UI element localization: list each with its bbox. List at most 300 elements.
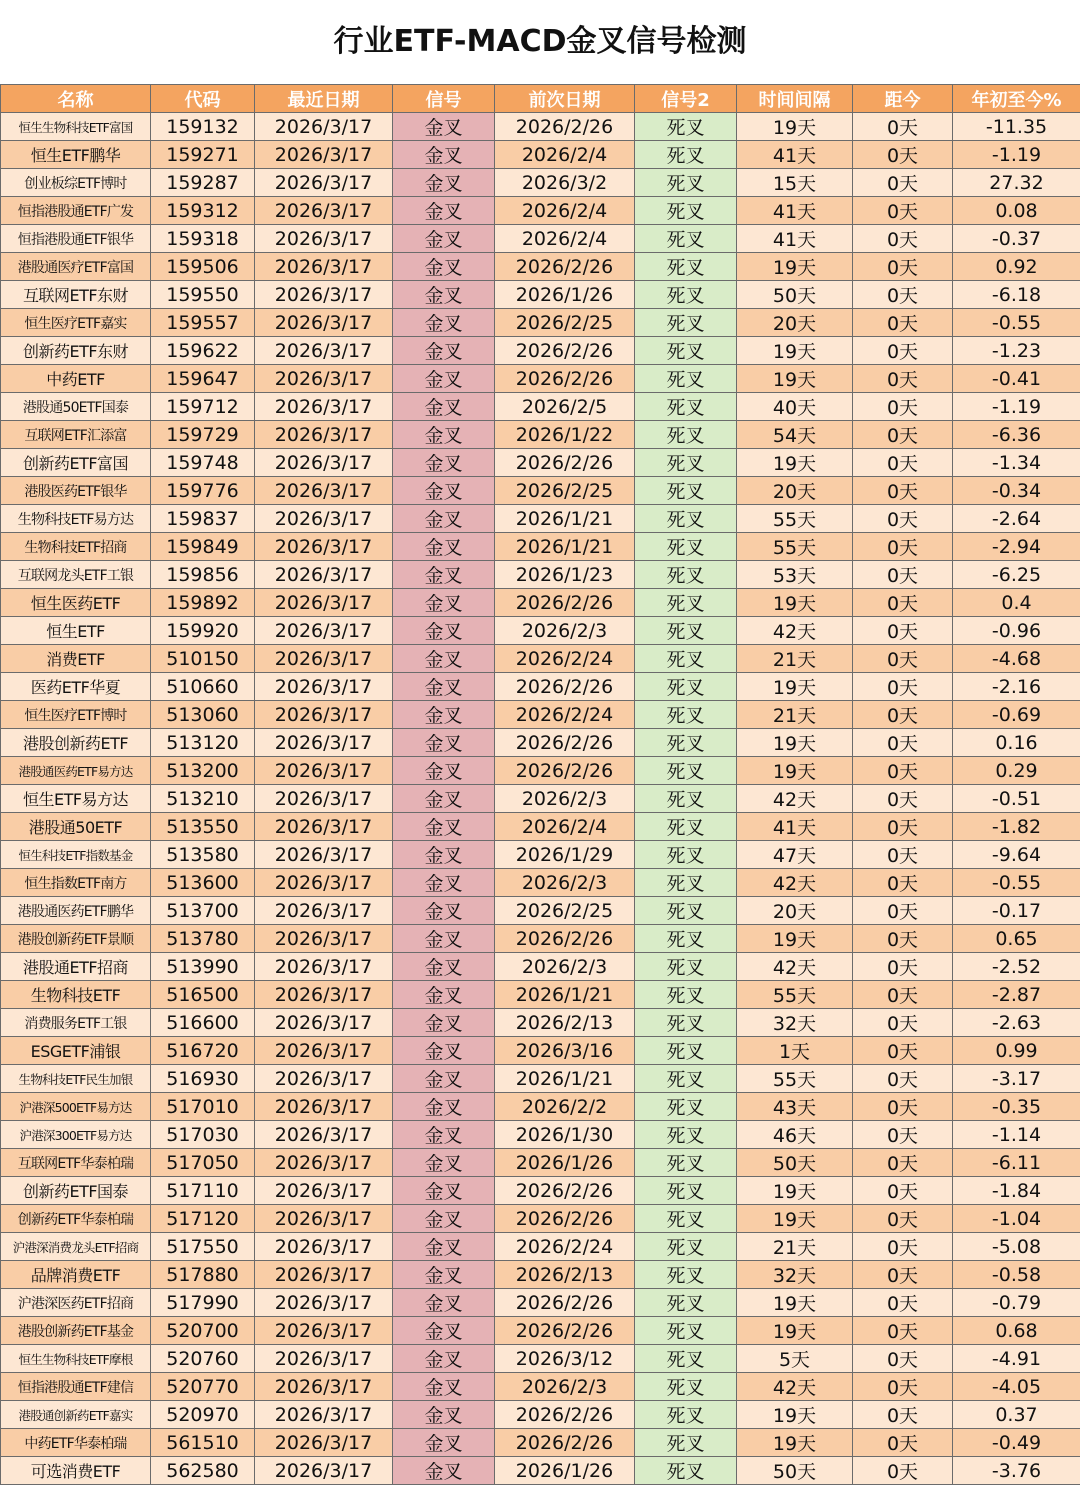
cell-previous-date: 2026/2/3	[495, 1373, 635, 1401]
cell-recent-date: 2026/3/17	[255, 1289, 393, 1317]
cell-signal: 金叉	[393, 1317, 495, 1345]
table-row	[1, 729, 1080, 757]
cell-signal2: 死叉	[635, 953, 737, 981]
cell-signal: 金叉	[393, 393, 495, 421]
cell-days-since: 0天	[853, 1037, 953, 1065]
header-days-since[interactable]: 距今	[853, 85, 953, 113]
table-row	[1, 1121, 1080, 1149]
cell-ytd-percent: -6.18	[953, 281, 1080, 309]
cell-interval: 41天	[737, 197, 853, 225]
cell-previous-date: 2026/2/3	[495, 617, 635, 645]
cell-interval: 32天	[737, 1009, 853, 1037]
cell-interval: 42天	[737, 1373, 853, 1401]
cell-name: 恒生生物科技ETF富国	[1, 113, 151, 141]
cell-name: 恒生指数ETF南方	[1, 869, 151, 897]
cell-name: 生物科技ETF易方达	[1, 505, 151, 533]
cell-recent-date: 2026/3/17	[255, 1037, 393, 1065]
table-row	[1, 673, 1080, 701]
cell-signal: 金叉	[393, 589, 495, 617]
cell-signal: 金叉	[393, 141, 495, 169]
cell-recent-date: 2026/3/17	[255, 785, 393, 813]
cell-interval: 55天	[737, 981, 853, 1009]
cell-days-since: 0天	[853, 1373, 953, 1401]
header-ytd-percent[interactable]: 年初至今%	[953, 85, 1080, 113]
cell-signal2: 死叉	[635, 169, 737, 197]
cell-days-since: 0天	[853, 1205, 953, 1233]
cell-name: 沪港深消费龙头ETF招商	[1, 1233, 151, 1261]
cell-interval: 19天	[737, 337, 853, 365]
cell-signal: 金叉	[393, 757, 495, 785]
cell-days-since: 0天	[853, 393, 953, 421]
cell-interval: 19天	[737, 113, 853, 141]
cell-interval: 42天	[737, 869, 853, 897]
cell-signal: 金叉	[393, 309, 495, 337]
cell-signal: 金叉	[393, 113, 495, 141]
cell-recent-date: 2026/3/17	[255, 1373, 393, 1401]
cell-days-since: 0天	[853, 673, 953, 701]
cell-signal2: 死叉	[635, 1009, 737, 1037]
header-code[interactable]: 代码	[151, 85, 255, 113]
cell-recent-date: 2026/3/17	[255, 169, 393, 197]
cell-interval: 43天	[737, 1093, 853, 1121]
cell-signal2: 死叉	[635, 673, 737, 701]
cell-interval: 54天	[737, 421, 853, 449]
cell-interval: 55天	[737, 505, 853, 533]
cell-recent-date: 2026/3/17	[255, 1177, 393, 1205]
cell-name: 可选消费ETF	[1, 1457, 151, 1485]
cell-signal: 金叉	[393, 1009, 495, 1037]
cell-name: 沪港深300ETF易方达	[1, 1121, 151, 1149]
cell-signal2: 死叉	[635, 533, 737, 561]
table-row	[1, 813, 1080, 841]
cell-code: 520760	[151, 1345, 255, 1373]
cell-previous-date: 2026/2/26	[495, 113, 635, 141]
cell-interval: 41天	[737, 225, 853, 253]
header-interval[interactable]: 时间间隔	[737, 85, 853, 113]
cell-interval: 47天	[737, 841, 853, 869]
cell-previous-date: 2026/2/4	[495, 813, 635, 841]
cell-name: 港股创新药ETF基金	[1, 1317, 151, 1345]
cell-name: 创新药ETF华泰柏瑞	[1, 1205, 151, 1233]
cell-name: 恒生ETF鹏华	[1, 141, 151, 169]
cell-previous-date: 2026/1/26	[495, 1457, 635, 1485]
cell-ytd-percent: -1.19	[953, 141, 1080, 169]
cell-days-since: 0天	[853, 1317, 953, 1345]
table-row	[1, 505, 1080, 533]
header-name[interactable]: 名称	[1, 85, 151, 113]
cell-previous-date: 2026/2/25	[495, 309, 635, 337]
cell-days-since: 0天	[853, 253, 953, 281]
cell-days-since: 0天	[853, 477, 953, 505]
cell-signal2: 死叉	[635, 589, 737, 617]
cell-days-since: 0天	[853, 113, 953, 141]
cell-signal2: 死叉	[635, 701, 737, 729]
cell-ytd-percent: -4.68	[953, 645, 1080, 673]
cell-code: 517120	[151, 1205, 255, 1233]
table-row	[1, 253, 1080, 281]
cell-recent-date: 2026/3/17	[255, 981, 393, 1009]
cell-signal: 金叉	[393, 1261, 495, 1289]
cell-signal: 金叉	[393, 477, 495, 505]
cell-signal2: 死叉	[635, 813, 737, 841]
cell-code: 159132	[151, 113, 255, 141]
cell-ytd-percent: 0.16	[953, 729, 1080, 757]
table-row	[1, 897, 1080, 925]
cell-ytd-percent: -2.94	[953, 533, 1080, 561]
cell-name: 港股通医疗ETF富国	[1, 253, 151, 281]
table-row	[1, 449, 1080, 477]
cell-ytd-percent: -0.79	[953, 1289, 1080, 1317]
cell-recent-date: 2026/3/17	[255, 897, 393, 925]
cell-interval: 19天	[737, 1317, 853, 1345]
cell-code: 517550	[151, 1233, 255, 1261]
cell-signal2: 死叉	[635, 197, 737, 225]
cell-signal2: 死叉	[635, 477, 737, 505]
cell-days-since: 0天	[853, 505, 953, 533]
cell-previous-date: 2026/3/2	[495, 169, 635, 197]
cell-ytd-percent: -0.35	[953, 1093, 1080, 1121]
cell-recent-date: 2026/3/17	[255, 421, 393, 449]
cell-signal2: 死叉	[635, 1065, 737, 1093]
cell-days-since: 0天	[853, 701, 953, 729]
table-row	[1, 281, 1080, 309]
cell-code: 159550	[151, 281, 255, 309]
cell-previous-date: 2026/1/21	[495, 1065, 635, 1093]
cell-recent-date: 2026/3/17	[255, 113, 393, 141]
table-body	[1, 113, 1080, 1485]
cell-previous-date: 2026/2/13	[495, 1261, 635, 1289]
table-row	[1, 1429, 1080, 1457]
cell-previous-date: 2026/1/29	[495, 841, 635, 869]
cell-code: 159849	[151, 533, 255, 561]
cell-ytd-percent: -0.41	[953, 365, 1080, 393]
cell-recent-date: 2026/3/17	[255, 477, 393, 505]
table-row	[1, 589, 1080, 617]
cell-interval: 21天	[737, 701, 853, 729]
table-row	[1, 925, 1080, 953]
table-row	[1, 841, 1080, 869]
cell-ytd-percent: -11.35	[953, 113, 1080, 141]
cell-ytd-percent: -6.25	[953, 561, 1080, 589]
cell-ytd-percent: 0.92	[953, 253, 1080, 281]
cell-recent-date: 2026/3/17	[255, 1009, 393, 1037]
cell-signal2: 死叉	[635, 225, 737, 253]
cell-days-since: 0天	[853, 645, 953, 673]
cell-ytd-percent: -0.17	[953, 897, 1080, 925]
cell-days-since: 0天	[853, 225, 953, 253]
cell-previous-date: 2026/1/26	[495, 281, 635, 309]
cell-signal2: 死叉	[635, 1093, 737, 1121]
cell-code: 516600	[151, 1009, 255, 1037]
cell-interval: 42天	[737, 953, 853, 981]
cell-name: 创新药ETF东财	[1, 337, 151, 365]
cell-interval: 19天	[737, 589, 853, 617]
cell-code: 159271	[151, 141, 255, 169]
cell-recent-date: 2026/3/17	[255, 1149, 393, 1177]
cell-ytd-percent: -0.55	[953, 869, 1080, 897]
cell-signal: 金叉	[393, 533, 495, 561]
cell-signal2: 死叉	[635, 505, 737, 533]
cell-name: 互联网龙头ETF工银	[1, 561, 151, 589]
cell-interval: 41天	[737, 141, 853, 169]
cell-recent-date: 2026/3/17	[255, 617, 393, 645]
cell-recent-date: 2026/3/17	[255, 449, 393, 477]
cell-signal: 金叉	[393, 785, 495, 813]
cell-name: 创新药ETF富国	[1, 449, 151, 477]
cell-name: 沪港深医药ETF招商	[1, 1289, 151, 1317]
cell-name: 恒指港股通ETF建信	[1, 1373, 151, 1401]
cell-ytd-percent: -0.96	[953, 617, 1080, 645]
cell-signal2: 死叉	[635, 729, 737, 757]
cell-name: 互联网ETF东财	[1, 281, 151, 309]
cell-previous-date: 2026/2/25	[495, 477, 635, 505]
table-row	[1, 477, 1080, 505]
cell-recent-date: 2026/3/17	[255, 1345, 393, 1373]
cell-recent-date: 2026/3/17	[255, 253, 393, 281]
table-row	[1, 1065, 1080, 1093]
cell-signal: 金叉	[393, 1429, 495, 1457]
cell-signal: 金叉	[393, 813, 495, 841]
table-row	[1, 421, 1080, 449]
header-recent-date[interactable]: 最近日期	[255, 85, 393, 113]
cell-signal2: 死叉	[635, 841, 737, 869]
cell-recent-date: 2026/3/17	[255, 1457, 393, 1485]
cell-name: 互联网ETF汇添富	[1, 421, 151, 449]
table-row	[1, 1261, 1080, 1289]
cell-ytd-percent: -2.63	[953, 1009, 1080, 1037]
cell-recent-date: 2026/3/17	[255, 281, 393, 309]
cell-interval: 19天	[737, 253, 853, 281]
cell-previous-date: 2026/2/24	[495, 1233, 635, 1261]
cell-code: 159287	[151, 169, 255, 197]
cell-days-since: 0天	[853, 197, 953, 225]
cell-recent-date: 2026/3/17	[255, 953, 393, 981]
cell-days-since: 0天	[853, 1401, 953, 1429]
cell-name: 恒指港股通ETF银华	[1, 225, 151, 253]
cell-name: 中药ETF华泰柏瑞	[1, 1429, 151, 1457]
table-row	[1, 617, 1080, 645]
cell-ytd-percent: -2.87	[953, 981, 1080, 1009]
cell-signal: 金叉	[393, 925, 495, 953]
table-row	[1, 1177, 1080, 1205]
header-previous-date[interactable]: 前次日期	[495, 85, 635, 113]
cell-code: 159557	[151, 309, 255, 337]
cell-ytd-percent: -3.76	[953, 1457, 1080, 1485]
cell-days-since: 0天	[853, 281, 953, 309]
cell-ytd-percent: -1.14	[953, 1121, 1080, 1149]
cell-signal2: 死叉	[635, 141, 737, 169]
cell-signal: 金叉	[393, 1149, 495, 1177]
table-row	[1, 1233, 1080, 1261]
cell-recent-date: 2026/3/17	[255, 925, 393, 953]
cell-code: 510660	[151, 673, 255, 701]
cell-recent-date: 2026/3/17	[255, 533, 393, 561]
cell-recent-date: 2026/3/17	[255, 1065, 393, 1093]
header-signal2[interactable]: 信号2	[635, 85, 737, 113]
table-row	[1, 981, 1080, 1009]
cell-signal2: 死叉	[635, 617, 737, 645]
cell-ytd-percent: -2.16	[953, 673, 1080, 701]
cell-signal2: 死叉	[635, 1373, 737, 1401]
cell-interval: 15天	[737, 169, 853, 197]
cell-ytd-percent: 0.65	[953, 925, 1080, 953]
cell-ytd-percent: -4.91	[953, 1345, 1080, 1373]
cell-name: 港股通50ETF	[1, 813, 151, 841]
cell-days-since: 0天	[853, 1149, 953, 1177]
table-row	[1, 701, 1080, 729]
cell-signal2: 死叉	[635, 1037, 737, 1065]
table-row	[1, 1149, 1080, 1177]
cell-interval: 32天	[737, 1261, 853, 1289]
table-row	[1, 561, 1080, 589]
cell-days-since: 0天	[853, 897, 953, 925]
table-row	[1, 1317, 1080, 1345]
table-row	[1, 953, 1080, 981]
cell-interval: 19天	[737, 757, 853, 785]
cell-interval: 19天	[737, 1401, 853, 1429]
cell-signal: 金叉	[393, 1177, 495, 1205]
header-signal[interactable]: 信号	[393, 85, 495, 113]
cell-name: 恒生医疗ETF嘉实	[1, 309, 151, 337]
cell-days-since: 0天	[853, 561, 953, 589]
cell-signal2: 死叉	[635, 1261, 737, 1289]
cell-interval: 1天	[737, 1037, 853, 1065]
cell-code: 159729	[151, 421, 255, 449]
table-row	[1, 113, 1080, 141]
table-row	[1, 309, 1080, 337]
cell-days-since: 0天	[853, 1177, 953, 1205]
cell-ytd-percent: -2.52	[953, 953, 1080, 981]
cell-interval: 20天	[737, 897, 853, 925]
cell-signal: 金叉	[393, 1065, 495, 1093]
cell-days-since: 0天	[853, 1261, 953, 1289]
cell-ytd-percent: -5.08	[953, 1233, 1080, 1261]
cell-previous-date: 2026/2/26	[495, 253, 635, 281]
cell-name: 港股创新药ETF景顺	[1, 925, 151, 953]
cell-name: 港股通创新药ETF嘉实	[1, 1401, 151, 1429]
table-row	[1, 785, 1080, 813]
cell-ytd-percent: -1.84	[953, 1177, 1080, 1205]
cell-recent-date: 2026/3/17	[255, 197, 393, 225]
cell-code: 520970	[151, 1401, 255, 1429]
cell-signal2: 死叉	[635, 897, 737, 925]
cell-ytd-percent: -0.34	[953, 477, 1080, 505]
cell-previous-date: 2026/2/4	[495, 225, 635, 253]
page-title: 行业ETF-MACD金叉信号检测	[333, 24, 747, 59]
cell-ytd-percent: 0.29	[953, 757, 1080, 785]
cell-name: 沪港深500ETF易方达	[1, 1093, 151, 1121]
cell-interval: 5天	[737, 1345, 853, 1373]
cell-previous-date: 2026/2/24	[495, 645, 635, 673]
cell-previous-date: 2026/2/26	[495, 1401, 635, 1429]
cell-recent-date: 2026/3/17	[255, 309, 393, 337]
cell-name: 医药ETF华夏	[1, 673, 151, 701]
cell-signal2: 死叉	[635, 337, 737, 365]
cell-ytd-percent: -2.64	[953, 505, 1080, 533]
cell-days-since: 0天	[853, 1457, 953, 1485]
cell-ytd-percent: 0.68	[953, 1317, 1080, 1345]
cell-name: 消费ETF	[1, 645, 151, 673]
cell-code: 159776	[151, 477, 255, 505]
cell-interval: 46天	[737, 1121, 853, 1149]
cell-interval: 19天	[737, 673, 853, 701]
cell-interval: 42天	[737, 785, 853, 813]
cell-ytd-percent: 27.32	[953, 169, 1080, 197]
cell-days-since: 0天	[853, 365, 953, 393]
cell-days-since: 0天	[853, 785, 953, 813]
cell-code: 513060	[151, 701, 255, 729]
cell-signal: 金叉	[393, 1205, 495, 1233]
table-row	[1, 533, 1080, 561]
cell-code: 513780	[151, 925, 255, 953]
cell-signal2: 死叉	[635, 253, 737, 281]
cell-name: 恒生医药ETF	[1, 589, 151, 617]
cell-signal: 金叉	[393, 1093, 495, 1121]
cell-days-since: 0天	[853, 421, 953, 449]
cell-recent-date: 2026/3/17	[255, 841, 393, 869]
cell-previous-date: 2026/1/21	[495, 981, 635, 1009]
cell-days-since: 0天	[853, 169, 953, 197]
cell-signal: 金叉	[393, 337, 495, 365]
cell-previous-date: 2026/2/26	[495, 1289, 635, 1317]
cell-signal2: 死叉	[635, 1233, 737, 1261]
cell-name: 港股医药ETF银华	[1, 477, 151, 505]
cell-recent-date: 2026/3/17	[255, 645, 393, 673]
cell-code: 159712	[151, 393, 255, 421]
table-row	[1, 1037, 1080, 1065]
cell-interval: 50天	[737, 1149, 853, 1177]
cell-signal: 金叉	[393, 1345, 495, 1373]
cell-days-since: 0天	[853, 337, 953, 365]
cell-ytd-percent: -0.58	[953, 1261, 1080, 1289]
table-row	[1, 197, 1080, 225]
cell-recent-date: 2026/3/17	[255, 393, 393, 421]
cell-interval: 19天	[737, 1205, 853, 1233]
cell-ytd-percent: -9.64	[953, 841, 1080, 869]
table-header-row	[1, 85, 1080, 113]
cell-ytd-percent: -0.55	[953, 309, 1080, 337]
cell-ytd-percent: -1.23	[953, 337, 1080, 365]
table-row	[1, 1457, 1080, 1485]
cell-signal2: 死叉	[635, 281, 737, 309]
table-row	[1, 393, 1080, 421]
cell-interval: 19天	[737, 365, 853, 393]
cell-signal2: 死叉	[635, 393, 737, 421]
cell-code: 159318	[151, 225, 255, 253]
cell-recent-date: 2026/3/17	[255, 1121, 393, 1149]
cell-days-since: 0天	[853, 1009, 953, 1037]
cell-interval: 21天	[737, 645, 853, 673]
table-row	[1, 869, 1080, 897]
cell-name: 生物科技ETF民生加银	[1, 1065, 151, 1093]
cell-previous-date: 2026/2/3	[495, 953, 635, 981]
cell-code: 513700	[151, 897, 255, 925]
cell-code: 517990	[151, 1289, 255, 1317]
cell-signal: 金叉	[393, 701, 495, 729]
cell-previous-date: 2026/1/21	[495, 505, 635, 533]
cell-previous-date: 2026/2/26	[495, 729, 635, 757]
cell-code: 516930	[151, 1065, 255, 1093]
cell-previous-date: 2026/3/12	[495, 1345, 635, 1373]
cell-signal: 金叉	[393, 673, 495, 701]
cell-previous-date: 2026/1/22	[495, 421, 635, 449]
cell-signal: 金叉	[393, 505, 495, 533]
cell-code: 562580	[151, 1457, 255, 1485]
cell-signal: 金叉	[393, 1289, 495, 1317]
cell-recent-date: 2026/3/17	[255, 505, 393, 533]
cell-interval: 50天	[737, 1457, 853, 1485]
cell-signal: 金叉	[393, 1233, 495, 1261]
